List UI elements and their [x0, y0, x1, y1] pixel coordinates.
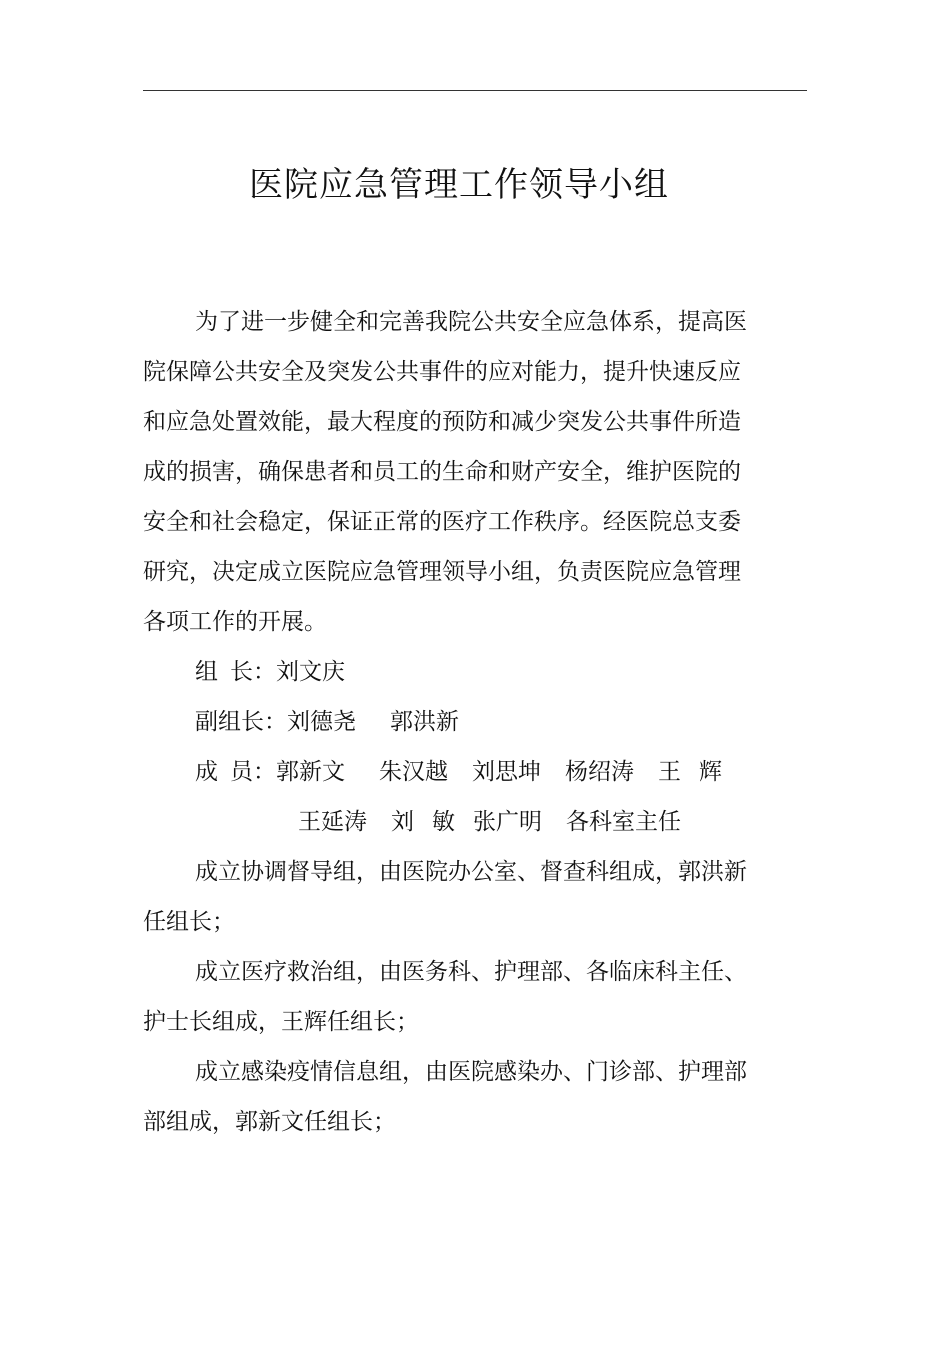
members-label-2: 员： — [230, 759, 276, 785]
intro-line: 研究，决定成立医院应急管理领导小组，负责医院应急管理 — [143, 559, 741, 585]
leader-label-1: 组 — [195, 659, 218, 685]
group-line: 成立医疗救治组，由医务科、护理部、各临床科主任、 — [195, 959, 747, 985]
intro-line: 和应急处置效能，最大程度的预防和减少突发公共事件所造 — [143, 409, 741, 435]
group-line: 任组长； — [143, 909, 235, 935]
member-name: 王 — [658, 759, 681, 785]
leader-name: 刘文庆 — [276, 659, 345, 685]
intro-line: 安全和社会稳定，保证正常的医疗工作秩序。经医院总支委 — [143, 509, 741, 535]
group-line: 成立协调督导组，由医院办公室、督查科组成，郭洪新 — [195, 859, 747, 885]
member-name: 敏 — [432, 809, 455, 835]
deputy-line — [143, 697, 753, 747]
member-name: 杨绍涛 — [565, 759, 634, 785]
members-label-1: 成 — [195, 759, 218, 785]
intro-line: 成的损害，确保患者和员工的生命和财产安全，维护医院的 — [143, 459, 741, 485]
member-name: 王延涛 — [298, 809, 367, 835]
deputy-name: 郭洪新 — [390, 709, 459, 735]
intro-line: 各项工作的开展。 — [143, 609, 327, 635]
members-line-2 — [143, 797, 753, 847]
deputy-name: 刘德尧 — [287, 709, 356, 735]
member-name: 刘思坤 — [472, 759, 541, 785]
members-line — [143, 747, 753, 797]
member-name: 张广明 — [473, 809, 542, 835]
intro-line: 院保障公共安全及突发公共事件的应对能力，提升快速反应 — [143, 359, 741, 385]
group-line: 成立感染疫情信息组，由医院感染办、门诊部、护理部 — [195, 1059, 747, 1085]
member-name: 刘 — [391, 809, 414, 835]
leader-line — [143, 647, 753, 697]
member-name: 郭新文 — [276, 759, 345, 785]
intro-line: 为了进一步健全和完善我院公共安全应急体系，提高医 — [195, 309, 747, 335]
document-title: 医院应急管理工作领导小组 — [249, 165, 669, 205]
header-rule — [143, 90, 807, 91]
document-body — [143, 297, 753, 1147]
member-name: 朱汉越 — [379, 759, 448, 785]
member-name: 各科室主任 — [566, 809, 681, 835]
deputy-label: 副组长： — [195, 709, 287, 735]
member-name: 辉 — [699, 759, 722, 785]
group-line: 护士长组成，王辉任组长； — [143, 1009, 419, 1035]
group-line: 部组成，郭新文任组长； — [143, 1109, 396, 1135]
leader-label-2: 长： — [230, 659, 276, 685]
